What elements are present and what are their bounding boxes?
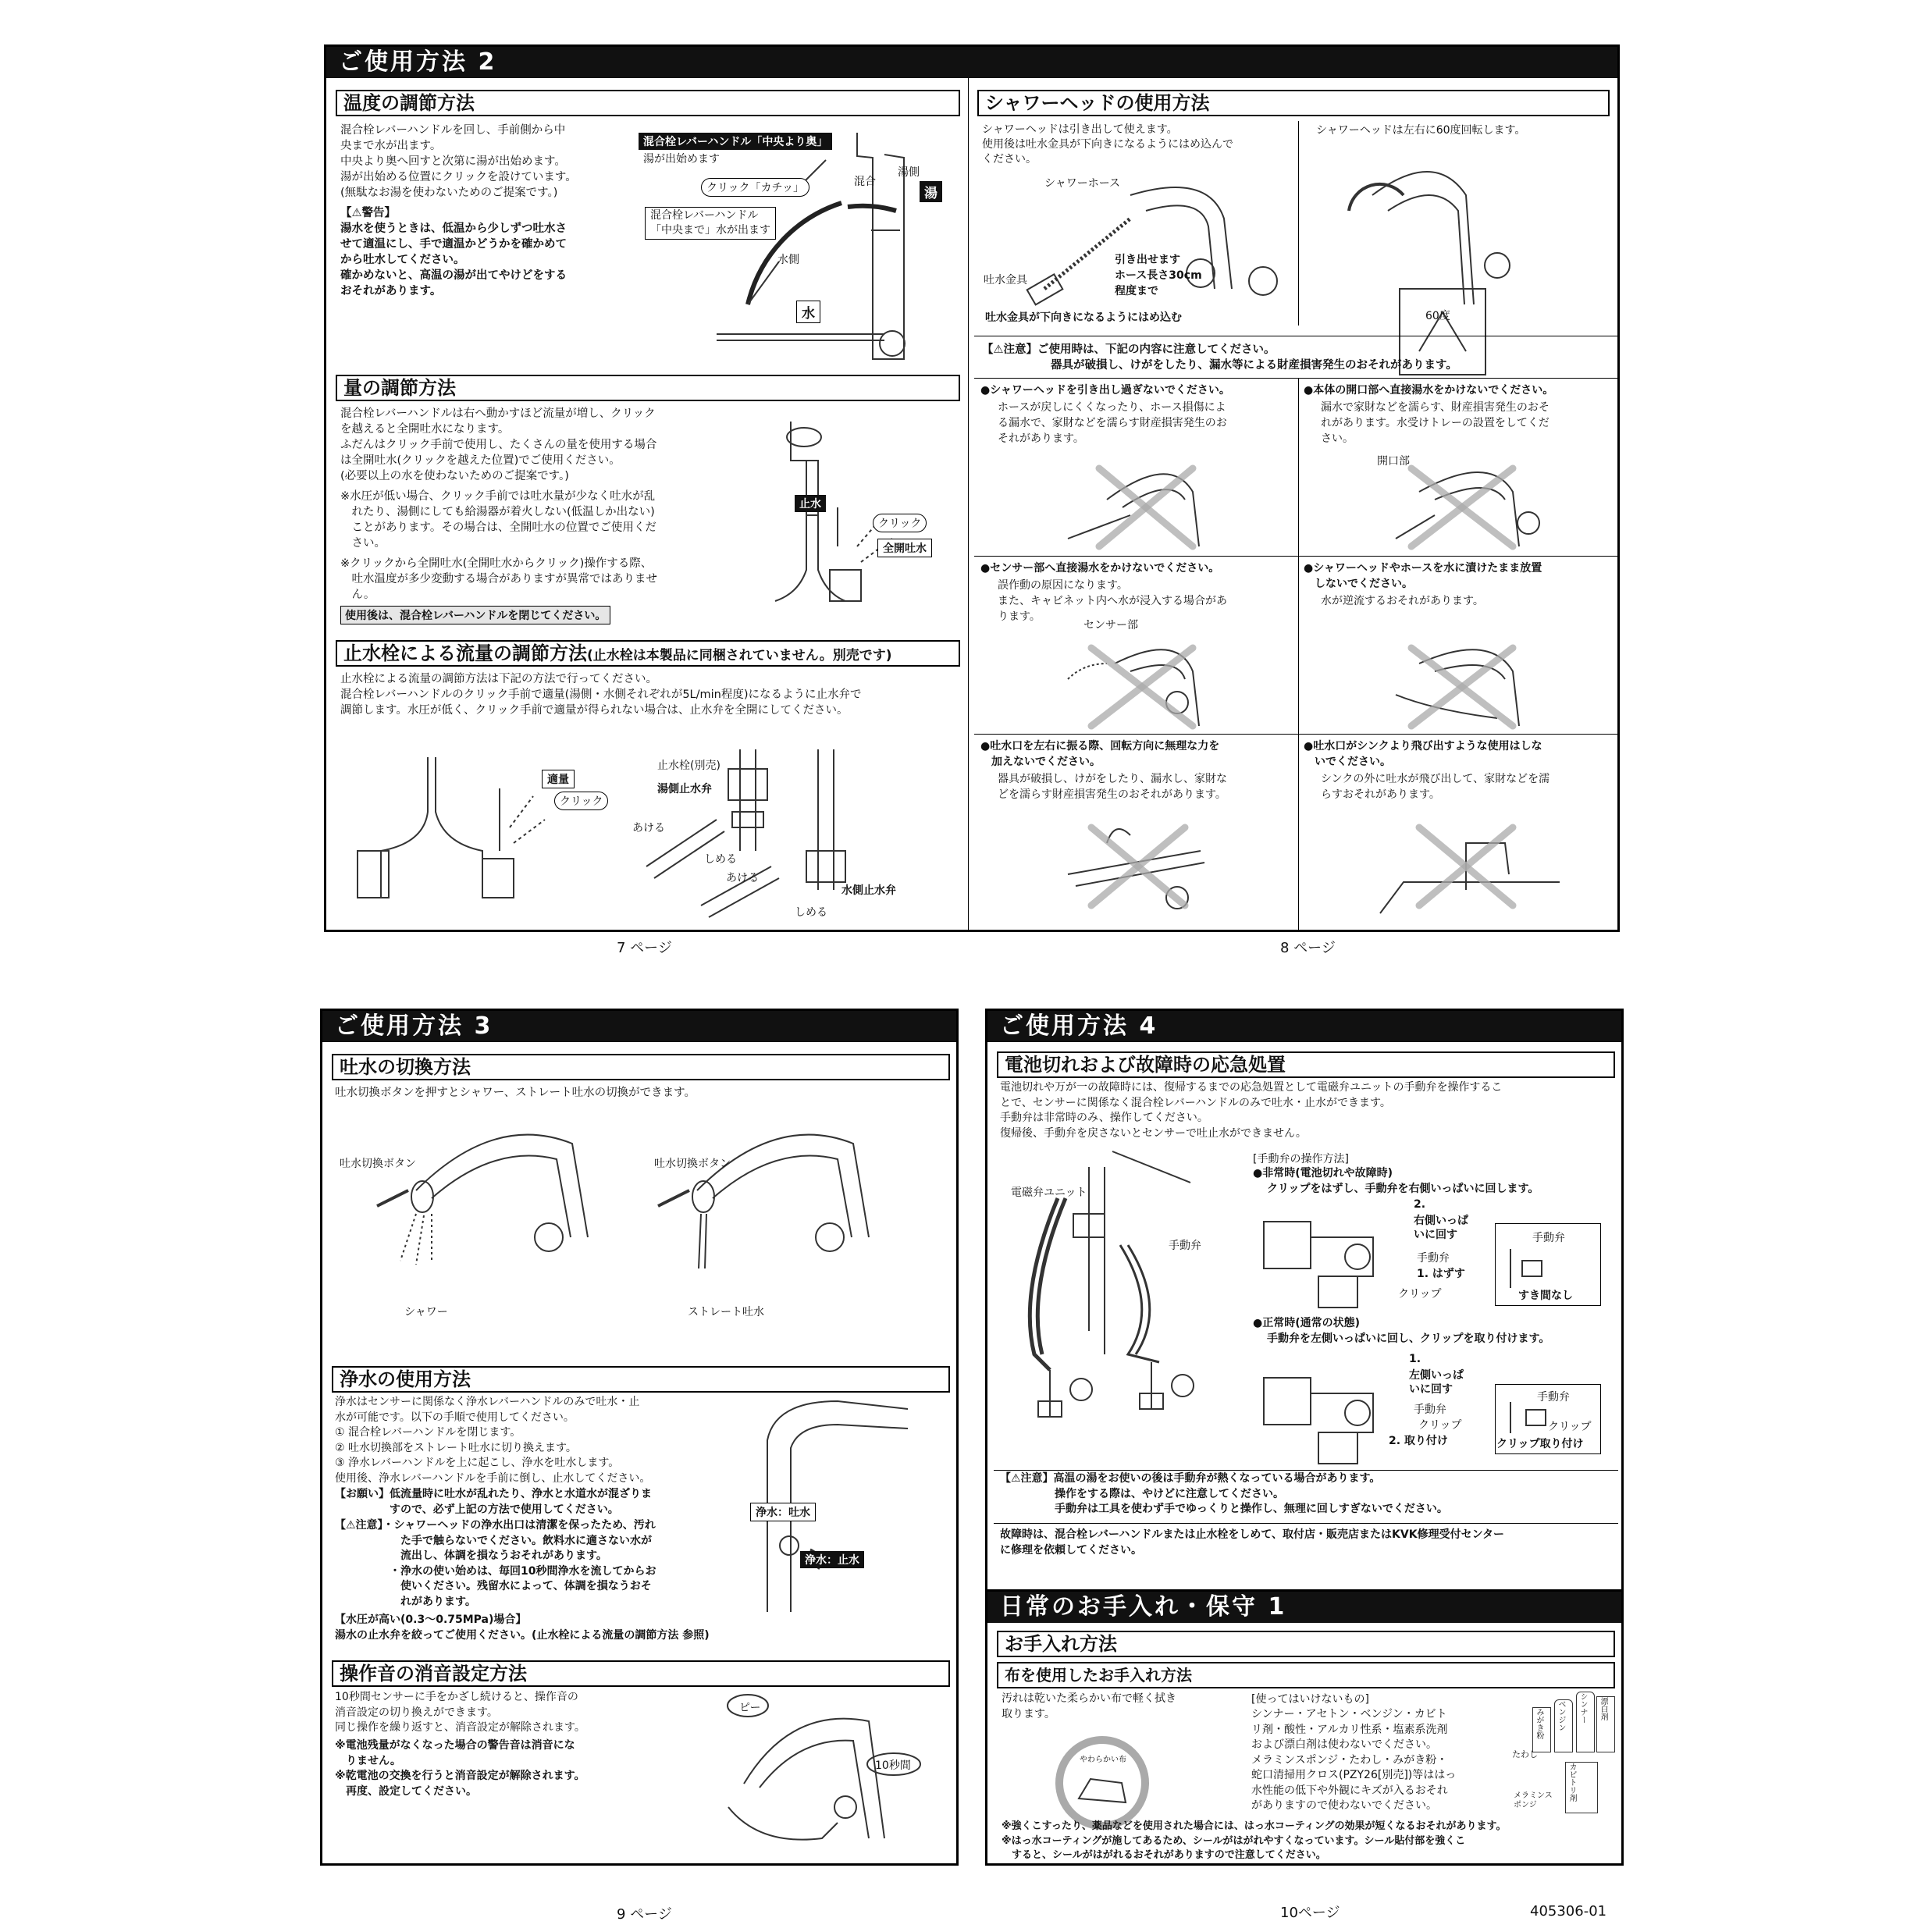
pure-off-label: 浄水：止水 (800, 1551, 864, 1568)
straight-mode-label: ストレート吐水 (688, 1306, 764, 1318)
callout-mid-line1: 混合栓レバーハンドル (650, 209, 759, 222)
beep-label: ピー (739, 1702, 761, 1714)
emergency-body: 電池切れや万が一の故障時には、復帰するまでの応急処置として電磁弁ユニットの手動弁を操作するこ とで、センサーに関係なく混合栓レバーハンドルのみで吐水・止水ができます。 手動弁は非常時のみ、操作してください。 復帰後、手動弁を戻さないとセンサーで吐止水ができません。 (1000, 1081, 1503, 1140)
flow-full-label: 全開吐水 (877, 539, 932, 557)
normal-detail-clip: クリップ (1548, 1421, 1592, 1433)
click-label: クリック「カチッ」 (701, 178, 809, 197)
pull-out-1: 引き出せます (1115, 254, 1180, 266)
fault-repair: 故障時は、混合栓レバーハンドルまたは止水栓をしめて、取付店・販売店またはKVK修理受付センター に修理を依頼してください。 (1000, 1528, 1505, 1557)
caution-item-5-body: 器具が破損し、けがをしたり、漏水し、家財な どを濡らす財産損害発生のおそれがあります。 (998, 773, 1227, 801)
no-gap-label: すき間なし (1518, 1290, 1573, 1302)
emergency-step1: 1. はずす (1417, 1268, 1465, 1280)
shower-body-2: シャワーヘッドは左右に60度回転します。 (1316, 124, 1526, 137)
emergency-step2-c: いに回す (1414, 1229, 1457, 1241)
caution-grid-h2 (974, 734, 1619, 735)
caution-item-5-title: ●吐水口を左右に振る際、回転方向に無理な力を 加えないでください。 (980, 740, 1220, 768)
normal-valve-label: 手動弁 (1414, 1404, 1446, 1416)
normal-step2: 2. 取り付け (1389, 1435, 1448, 1447)
banner-usage-3: ご使用方法 3 (322, 1011, 956, 1042)
emergency-valve-illustration (1256, 1198, 1412, 1308)
manual-op-head: [手動弁の操作方法] (1253, 1153, 1349, 1165)
callout-hot-line1: 混合栓レバーハンドル「中央より奥」 (643, 136, 828, 148)
manual-valve-label: 手動弁 (1169, 1240, 1201, 1252)
emergency-clip-label: クリップ (1398, 1288, 1442, 1300)
caution-head: 【⚠注意】ご使用時は、下記の内容に注意してください。 (982, 343, 1276, 356)
caution-rule (974, 378, 1619, 379)
switch-button-label-left: 吐水切換ボタン (340, 1158, 416, 1170)
cold-side-label: 水側 (777, 254, 799, 266)
caution-item-6-illustration (1372, 820, 1575, 913)
callout-mid-line2: 「中央まで」水が出ます (650, 224, 770, 237)
page-7-number: 7 ページ (617, 940, 672, 956)
emergency-caution: 【⚠注意】高温の湯をお使いの後は手動弁が熱くなっている場合があります。 操作をする際は、やけどに注意してください。 手動弁は工具を使わず手でゆっくりと操作し、無理に回しすぎないでください。 (1000, 1472, 1448, 1515)
mute-note: ※電池残量がなくなった場合の警告音は消音にな りません。 ※乾電池の交換を行うと消音設定が解除されます。 再度、設定してください。 (335, 1739, 585, 1798)
temp-warning-body: 湯水を使うときは、低温から少しずつ吐水さ せて適温にし、手で適温かどうかを確かめて から吐水してください。 確かめないと、高温の湯が出てやけどをする おそれがあります。 (340, 222, 567, 297)
mute-body: 10秒間センサーに手をかざし続けると、操作音の 消音設定の切り換えができます。 同じ操作を繰り返すと、消音設定が解除されます。 (335, 1691, 585, 1734)
mix-label: 混合 (854, 176, 876, 188)
flow-illustration (744, 414, 947, 609)
document-number: 405306-01 (1530, 1903, 1607, 1920)
normal-step1-b: 左側いっぱ (1409, 1369, 1464, 1382)
cleaning-products-illustration (1514, 1692, 1615, 1823)
caution-item-5-illustration (1060, 820, 1247, 913)
emergency-mode-body: クリップをはずし、手動弁を右側いっぱいに回します。 (1267, 1183, 1539, 1195)
emergency-detail-valve: 手動弁 (1532, 1232, 1565, 1244)
stop-valve-click-label: クリック (554, 792, 608, 810)
page-8-number: 8 ページ (1280, 940, 1336, 956)
flow-stop-label: 止水 (795, 495, 826, 512)
product-benzine-box (1554, 1699, 1573, 1752)
product-mold-box (1565, 1762, 1598, 1813)
pressure-body: 湯水の止水弁を絞ってご使用ください。(止水栓による流量の調節方法 参照) (335, 1629, 710, 1642)
callout-mid (645, 207, 776, 240)
stop-valve-subtitle: (止水栓は本製品に同梱されていません。別売です) (587, 648, 892, 664)
page-10-care-frame (985, 1589, 1624, 1866)
flow-body: 混合栓レバーハンドルは右へ動かすほど流量が増し、クリック を越えると全開吐水になります。 ふだんはクリック手前で使用し、たくさんの量を使用する場合 は全開吐水(クリックを越えた位置)でご使用ください。 (必要以上の水を使わないためのご提案です。) (340, 407, 657, 482)
soft-cloth-illustration (1051, 1732, 1153, 1834)
normal-step1-a: 1. (1409, 1353, 1421, 1365)
normal-clip-label: クリップ (1418, 1419, 1462, 1432)
section-flow: 量の調節方法 (336, 375, 960, 401)
caution-item-3-illustration (1060, 632, 1247, 734)
caution-item-2-body: 漏水で家財などを濡らす、財産損害発生のおそ れがあります。水受けトレーの設置をしてくだ さい。 (1321, 401, 1550, 445)
pure-caution: 【⚠注意】・シャワーヘッドの浄水出口は清潔を保ったため、汚れ た手で触らないでください。飲料水に適さない水が 流出し、体調を損なうおそれがあります。 ・浄水の使い始めは、毎回10秒間浄水を流してからお 使いください。残留水によって、体調を損なうおそ れがあります。 (335, 1519, 656, 1608)
section-temperature: 温度の調節方法 (336, 90, 960, 116)
product-scrub-brush: たわし (1512, 1749, 1538, 1759)
caution-item-1-title: ●シャワーヘッドを引き出し過ぎないでください。 (980, 384, 1230, 397)
cold-label: 水 (796, 301, 820, 323)
normal-mode-body: 手動弁を左側いっぱいに回し、クリップを取り付けます。 (1267, 1332, 1550, 1345)
banner-usage-2: ご使用方法 2 (326, 47, 1617, 78)
proper-amount-label: 適量 (542, 770, 575, 788)
section-stop-valve (336, 640, 960, 667)
switch-button-label-right: 吐水切換ボタン (654, 1158, 731, 1170)
caution-item-2-title: ●本体の開口部へ直接湯水をかけないでください。 (1304, 384, 1554, 397)
switch-body: 吐水切換ボタンを押すとシャワー、ストレート吐水の切換ができます。 (335, 1087, 696, 1099)
caution-item-4-body: 水が逆流するおそれがあります。 (1321, 595, 1484, 607)
temp-warning-head: 【⚠警告】 (340, 207, 396, 219)
caution-item-3-title: ●センサー部へ直接湯水をかけないでください。 (980, 562, 1220, 575)
banner-care-1: 日常のお手入れ・保守 1 (987, 1592, 1621, 1623)
solenoid-unit-label: 電磁弁ユニット (1011, 1187, 1087, 1199)
open-label-1: あける (632, 822, 665, 834)
caution-item-3-body: 誤作動の原因になります。 また、キャビネット内へ水が浸入する場合があ ります。 (998, 579, 1227, 623)
pressure-head: 【水圧が高い(0.3～0.75MPa)場合】 (335, 1614, 527, 1626)
caution-head-2: 器具が破損し、けがをしたり、漏水等による財産損害発生のおそれがあります。 (1051, 359, 1457, 372)
page-divider (968, 78, 969, 932)
flow-note1: ※水圧が低い場合、クリック手前では吐水量が少なく吐水が乱 れたり、湯側にしても給湯器が着火しない(低温しか出ない) ことがあります。その場合は、全開吐水の位置でご使用くだ さい。 (340, 490, 656, 550)
pull-out-2: ホース長さ30cm (1115, 269, 1202, 282)
caution-item-2-illustration (1388, 453, 1575, 554)
product-mold-remover: カビトリ剤 (1567, 1763, 1576, 1802)
shower-hose-label: シャワーホース (1044, 177, 1121, 190)
fault-rule (994, 1523, 1618, 1524)
callout-hot-line2: 湯が出始めます (643, 153, 720, 165)
pure-request: 【お願い】低流量時に吐水が乱れたり、浄水と水道水が混ざりま すので、必ず上記の方法で使用してください。 (335, 1488, 652, 1516)
product-bleach-box (1596, 1696, 1615, 1752)
fit-downward: 吐水金具が下向きになるようにはめ込む (985, 311, 1182, 324)
emergency-step2-b: 右側いっぱ (1414, 1215, 1468, 1227)
page-7-8-frame (324, 44, 1620, 932)
flow-after-use: 使用後は、混合栓レバーハンドルを閉じてください。 (340, 606, 610, 624)
shower-body-1: シャワーヘッドは引き出して使えます。 使用後は吐水金具が下向きになるようにはめ込んで ください。 (982, 123, 1233, 165)
product-thinner: シンナー (1578, 1692, 1587, 1724)
emergency-valve-label: 手動弁 (1417, 1252, 1450, 1265)
clip-attached-label: クリップ取り付け (1496, 1438, 1584, 1450)
shower-rotate-illustration (1341, 148, 1575, 328)
spout-fitting-label: 吐水金具 (984, 274, 1027, 286)
do-not-use-head: [使ってはいけないもの] (1251, 1693, 1369, 1706)
shower-mode-label: シャワー (404, 1306, 448, 1318)
hot-valve-label: 湯側止水弁 (657, 783, 712, 795)
soft-cloth-label: やわらかい布 (1080, 1756, 1126, 1764)
banner-usage-4: ご使用方法 4 (987, 1011, 1621, 1042)
emergency-caution-rule (994, 1470, 1618, 1471)
flow-click-label: クリック (873, 514, 927, 532)
product-bleach: 漂白剤 (1599, 1697, 1607, 1720)
care-notes: ※強くこすったり、薬品などを使用された場合には、はっ水コーティングの効果が短くなるおそれがあります。 ※はっ水コーティングが施してあるため、シールがはがれやすくなっています。シール貼付部を強くこ すると、シールがはがれるおそれがありますので注意してください。 (1002, 1820, 1507, 1861)
section-emergency: 電池切れおよび故障時の応急処置 (997, 1051, 1615, 1078)
ten-seconds-label: 10秒間 (875, 1759, 911, 1772)
opening-label: 開口部 (1377, 455, 1410, 468)
normal-detail-valve: 手動弁 (1537, 1391, 1570, 1404)
flow-note2: ※クリックから全開吐水(全開吐水からクリック)操作する際、 吐水温度が多少変動する場合がありますが異常ではありませ ん。 (340, 557, 657, 601)
product-thinner-box (1576, 1692, 1595, 1752)
page-9-frame (320, 1009, 959, 1866)
section-care: お手入れ方法 (997, 1631, 1615, 1657)
switch-straight-illustration (650, 1097, 908, 1268)
caution-item-4-illustration (1388, 632, 1575, 734)
caution-item-1-illustration (1060, 453, 1247, 554)
product-benzine: ベンジン (1557, 1700, 1565, 1731)
pure-body: 浄水はセンサーに関係なく浄水レバーハンドルのみで吐水・止 水が可能です。以下の手順で使用してください。 ① 混合栓レバーハンドルを閉じます。 ② 吐水切換部をストレート吐水に切り換えます。 ③ 浄水レバーハンドルを上に起こし、浄水を吐水します。 使用後、浄水レバーハンドルを手前に倒し、止水してください。 (335, 1396, 651, 1485)
section-mute: 操作音の消音設定方法 (332, 1660, 950, 1687)
callout-hot-start (639, 133, 832, 150)
care-cloth-body: 汚れは乾いた柔らかい布で軽く拭き 取ります。 (1002, 1692, 1176, 1720)
temp-body: 混合栓レバーハンドルを回し、手前側から中 央まで水が出ます。 中央より奥へ回すと次第に湯が出始めます。 湯が出始める位置にクリックを設けています。 (無駄なお湯を使わないためのご提案です。) (340, 124, 577, 199)
caution-item-4-title: ●シャワーヘッドやホースを水に漬けたまま放置 しないでください。 (1304, 562, 1542, 590)
product-polish-box (1532, 1707, 1551, 1752)
hot-label: 湯 (920, 181, 942, 202)
section-shower-head: シャワーヘッドの使用方法 (977, 90, 1610, 116)
product-polish: みがき粉 (1535, 1708, 1543, 1739)
product-melamine: メラミンスポンジ (1514, 1791, 1553, 1809)
stop-valve-body: 止水栓による流量の調節方法は下記の方法で行ってください。 混合栓レバーハンドルのクリック手前で適量(湯側・水側それぞれが5L/min程度)になるように止水弁で 調節します。水圧が低く、クリック手前で適量が得られない場合は、止水弁を全開にしてください。 (340, 673, 862, 717)
hot-side-label: 湯側 (898, 166, 920, 179)
switch-shower-illustration (369, 1097, 627, 1268)
emergency-detail-illustration (1503, 1245, 1557, 1292)
caution-item-6-body: シンクの外に吐水が飛び出して、家財などを濡 らすおそれがあります。 (1321, 773, 1550, 801)
caution-item-6-title: ●吐水口がシンクより飛び出すような使用はしな いでください。 (1304, 740, 1542, 768)
caution-grid-v (1298, 378, 1299, 932)
normal-detail-illustration (1503, 1398, 1557, 1437)
sensor-label: センサー部 (1083, 619, 1138, 632)
close-label-1: しめる (704, 853, 737, 866)
page-10-frame (985, 1009, 1624, 1592)
page-10-number: 10ページ (1280, 1905, 1340, 1921)
page-9-number: 9 ページ (617, 1906, 672, 1923)
caution-grid-h1 (974, 556, 1619, 557)
normal-step1-c: いに回す (1409, 1383, 1453, 1396)
caution-item-1-body: ホースが戻しにくくなったり、ホース損傷によ る漏水で、家財などを濡らす財産損害発生のお それがあります。 (998, 401, 1227, 445)
emergency-mode-head: ●非常時(電池切れや故障時) (1253, 1167, 1393, 1179)
pull-out-3: 程度まで (1115, 285, 1158, 297)
pure-on-label: 浄水：吐水 (750, 1503, 816, 1521)
section-spout-switch: 吐水の切換方法 (332, 1054, 950, 1080)
emergency-step2-a: 2. (1414, 1198, 1426, 1211)
stop-valve-title: 止水栓による流量の調節方法 (343, 642, 587, 664)
close-label-2: しめる (795, 906, 827, 919)
rotation-60-deg: 60度 (1425, 310, 1450, 322)
care-cloth-subhead: 布を使用したお手入れ方法 (997, 1662, 1615, 1688)
valve-sold-separately: 止水栓(別売) (657, 760, 720, 772)
section-purified-water: 浄水の使用方法 (332, 1366, 950, 1393)
do-not-use-body: シンナー・アセトン・ベンジン・カビト リ剤・酸性・アルカリ性系・塩素系洗剤 および漂白剤は使わないでください。 メラミンスポンジ・たわし・みがき粉・ 蛇口清掃用クロス(PZY26[別売])等ははっ 水性能の低下や外観にキズが入るおそれ がありますので使わないでください。 (1251, 1708, 1457, 1812)
shower-divider (1298, 121, 1299, 326)
cold-valve-label: 水側止水弁 (841, 884, 896, 897)
open-label-2: あける (726, 872, 759, 884)
normal-mode-head: ●正常時(通常の状態) (1253, 1317, 1361, 1329)
